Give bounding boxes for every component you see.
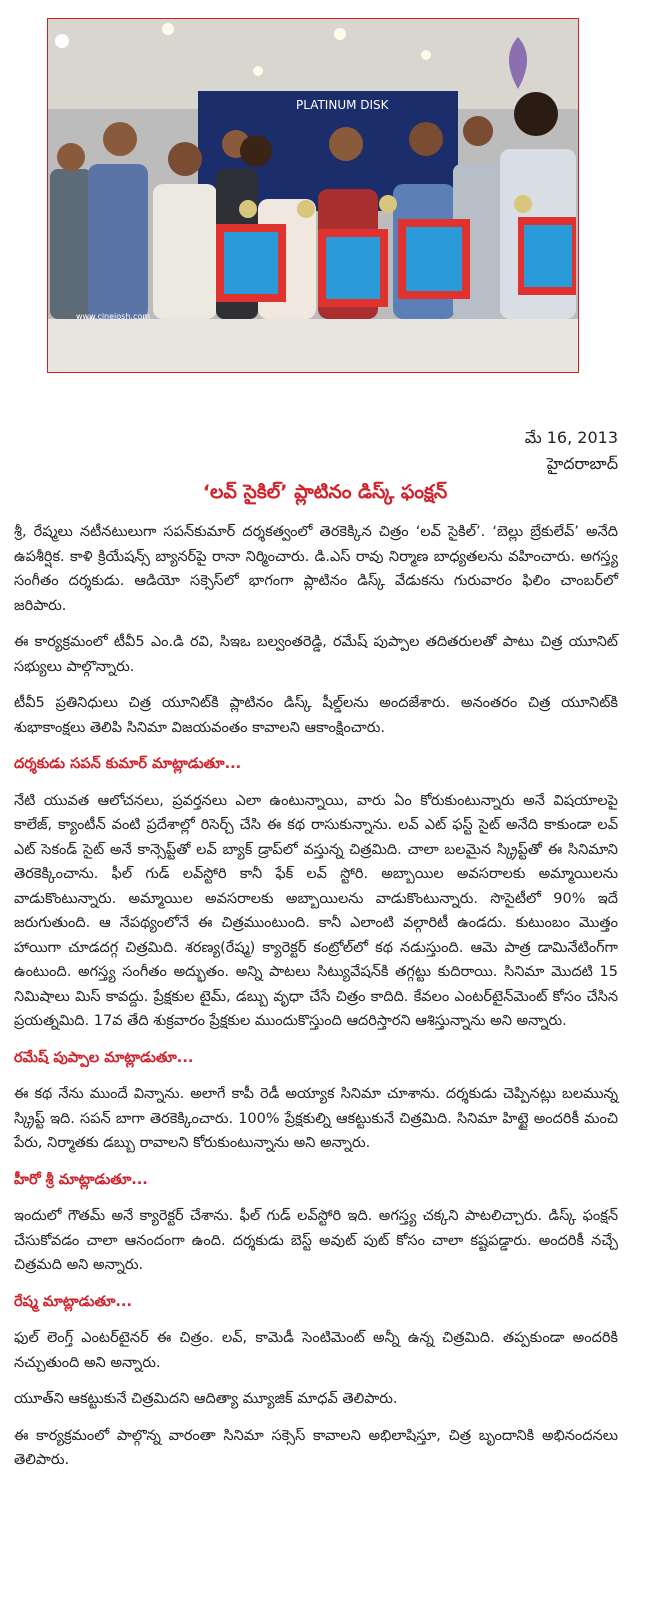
banner-text: PLATINUM DISK bbox=[296, 98, 389, 112]
paragraph: నేటి యువత ఆలోచనలు, ప్రవర్తనలు ఎలా ఉంటున్నాయి, వారు ఏం కోరుకుంటున్నారు అనే విషయాలపై కాలేజ్, క్యాంటీన్ వంటి ప్రదేశాల్లో రిసెర్చ్ చేసి ఈ కథ రాసుకున్నాను. లవ్ ఎట్ ఫస్ట్ సైట్ అనేది కాకుండా లవ్ ఎట్ సెకండ్ సైట్ అనే కాన్సెప్ట్‌తో లవ్ బ్యాక్ డ్రాప్‌లో వస్తున్న చిత్రమిది. చాలా బలమైన స్క్రిప్ట్‌తో ఈ సినిమాని తెరకెక్కించాను. ఫీల్ గుడ్ లవ్‌స్టోరి కానీ ఫేక్ లవ్ స్టోరి. అబ్బాయిల అవసరాలకు అమ్మాయిలను వాడుకొంటున్నారు. అమ్మాయిల అవసరాలకు అబ్బాయిలను వాడుకొంటున్నారు. సొసైటీలో 90% ఇదే జరుగుతుంది. ఆ నేపథ్యంలోనే ఈ చిత్రముంటుంది. కానీ ఎలాంటి వల్గారిటీ ఉండదు. కుటుంబం మొత్తం హాయిగా చూడదగ్గ చిత్రమిది. శరణ్య(రేష్మ) క్యారెక్టర్ కంట్రోల్‌లో కథ నడుస్తుంది. ఆమె పాత్ర డామినేటింగ్‌గా ఉంటుంది. అగస్త్య సంగీతం అద్భుతం. అన్ని పాటలు సిట్యువేషన్‌కి తగ్గట్టు కుదిరాయి. సినిమా మొదటి 15 నిమిషాలు మిస్ కావద్దు. ప్రేక్షకుల టైమ్, డబ్బు వృధా చేసే చిత్రం కాదిది. కేవలం ఎంటర్‌టైన్‌మెంట్ కోసం చేసిన ప్రయత్నమిది. 17వ తేది శుక్రవారం ప్రేక్షకుల ముందుకొస్తుంది ఆదరిస్తారని ఆశిస్తున్నాను అని అన్నారు. bbox=[14, 792, 618, 1029]
event-photo-illustration bbox=[48, 19, 578, 372]
speaker-heading-director: దర్శకుడు సపన్ కుమార్ మాట్లాడుతూ... bbox=[14, 756, 242, 772]
paragraph: ఈ కథ నేను ముందే విన్నాను. అలాగే కాపీ రెడీ అయ్యాక సినిమా చూశాను. దర్శకుడు చెప్పినట్లు బలమున్న స్క్రిప్ట్ ఇది. సపన్ బాగా తెరకెక్కించారు. 100% ప్రేక్షకుల్ని ఆకట్టుకునే చిత్రమిది. సినిమా హిట్టై అందరికీ మంచి పేరు, నిర్మాతకు డబ్బు రావాలని కోరుకుంటున్నాను అని అన్నారు. bbox=[14, 1086, 618, 1151]
photo-watermark: www.cinejosh.com bbox=[76, 312, 151, 321]
paragraph: టీవీ5 ప్రతినిధులు చిత్ర యూనిట్‌కి ప్లాటినం డిస్క్ షీల్డ్‌లను అందజేశారు. అనంతరం చిత్ర యూనిట్‌కి శుభాకాంక్షలు తెలిపి సినిమా విజయవంతం కావాలని ఆకాంక్షించారు. bbox=[14, 695, 618, 736]
paragraph: ఇందులో గౌతమ్ అనే క్యారెక్టర్ చేశాను. ఫీల్ గుడ్ లవ్‌స్టోరి ఇది. అగస్త్య చక్కని పాటలిచ్చారు. డిస్క్ ఫంక్షన్ చేసుకోవడం చాలా ఆనందంగా ఉంది. దర్శకుడు బెస్ట్ అవుట్ పుట్ కోసం చాలా కష్టపడ్డారు. అందరికీ నచ్చే చిత్రమది అని అన్నారు. bbox=[14, 1208, 618, 1273]
speaker-heading-hero: హీరో శ్రీ మాట్లాడుతూ... bbox=[14, 1171, 148, 1188]
speaker-heading-ramesh: రమేష్ పుప్పాల మాట్లాడుతూ... bbox=[14, 1049, 194, 1066]
dateline bbox=[525, 425, 618, 477]
article-body bbox=[14, 520, 618, 1485]
paragraph: ఈ కార్యక్రమంలో పాల్గొన్న వారంతా సినిమా సక్సెస్ కావాలని అభిలాషిస్తూ, చిత్ర బృందానికి అభినందనలు తెలిపారు. bbox=[14, 1427, 618, 1468]
paragraph: యూత్‌ని ఆకట్టుకునే చిత్రమిదని ఆదిత్యా మ్యూజిక్ మాధవ్ తెలిపారు. bbox=[14, 1391, 398, 1407]
article-date: మే 16, 2013 bbox=[524, 428, 618, 447]
event-photo bbox=[47, 18, 579, 373]
paragraph: ఈ కార్యక్రమంలో టీవీ5 ఎం.డి రవి, సిఇఒ బల్వంతరెడ్డి, రమేష్ పుప్పాల తదితరులతో పాటు చిత్ర యూనిట్ సభ్యులు పాల్గొన్నారు. bbox=[14, 634, 618, 675]
speaker-heading-reshma: రేష్మ మాట్లాడుతూ... bbox=[14, 1293, 132, 1310]
paragraph: శ్రీ, రేష్మలు నటీనటులుగా సపన్‌కుమార్ దర్శకత్వంలో తెరకెక్కిన చిత్రం ‘లవ్ సైకిల్’. ‘బెల్లు బ్రేకులేవ్’ అనేది ఉపశీర్షిక. కాళి క్రియేషన్స్ బ్యానర్‌పై రానా నిర్మించారు. డి.ఎస్ రావు నిర్మాణ బాధ్యతలను వహించారు. అగస్త్య సంగీతం దర్శకుడు. ఆడియో సక్సెస్‌లో భాగంగా ప్లాటినం డిస్క్ వేడుకను గురువారం ఫిలిం చాంబర్‌లో జరిపారు. bbox=[14, 524, 618, 614]
article-place: హైదరాబాద్ bbox=[546, 454, 618, 473]
article-headline: ‘లవ్ సైకిల్’ ప్లాటినం డిస్క్ ఫంక్షన్ bbox=[202, 481, 448, 503]
paragraph: ఫుల్ లెంగ్త్ ఎంటర్‌టైనర్ ఈ చిత్రం. లవ్, కామెడీ సెంటిమెంట్ అన్నీ ఉన్న చిత్రమిది. తప్పకుండా అందరికి నచ్చుతుంది అని అన్నారు. bbox=[14, 1330, 618, 1371]
